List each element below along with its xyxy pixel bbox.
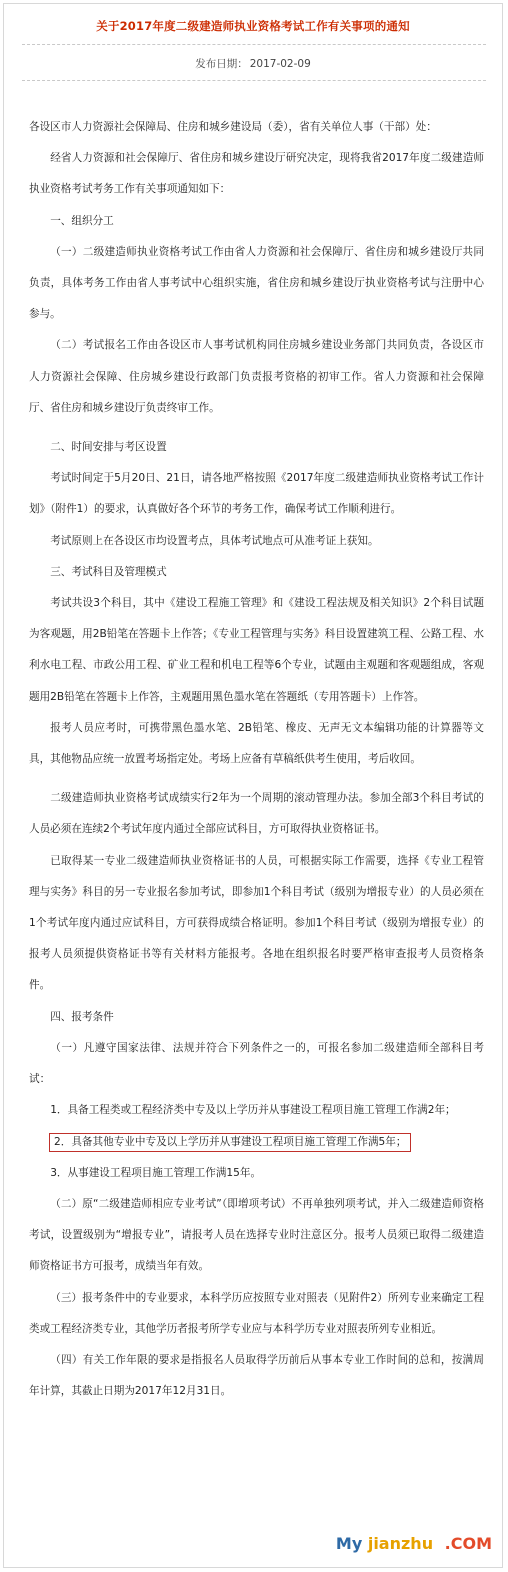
section-heading-1: 一、组织分工 <box>50 214 114 227</box>
condition-item-1: 1．具备工程类或工程经济类中专及以上学历并从事建设工程项目施工管理工作满2年； <box>50 1104 456 1117</box>
condition-item-2-highlight: 2．具备其他专业中专及以上学历并从事建设工程项目施工管理工作满5年； <box>49 1133 411 1152</box>
paragraph-3-3: 二级建造师执业资格考试成绩实行2年为一个周期的滚动管理办法。参加全部3个科目考试的人员必须在连续2个考试年度内通过全部应试科目，方可取得执业资格证书。 <box>29 792 484 836</box>
date-divider <box>22 80 486 81</box>
paragraph-1-2: （二）考试报名工作由各设区市人事考试机构同住房城乡建设业务部门共同负责，各设区市人力资源社会保障、住房城乡建设行政部门负责报考资格的初审工作。省人力资源和社会保障厅、省住房和城乡建设厅负责终审工作。 <box>29 339 484 414</box>
publish-date-label: 发布日期： <box>195 58 248 70</box>
paragraph-4-1: （一）凡遵守国家法律、法规并符合下列条件之一的，可报名参加二级建造师全部科目考试： <box>29 1041 484 1086</box>
paragraph-3-4: 已取得某一专业二级建造师执业资格证书的人员，可根据实际工作需要，选择《专业工程管理与实务》科目的另一专业报名参加考试，即参加1个科目考试（级别为增报专业）的人员必须在1个考试年度内通过应试科目，方可获得成绩合格证明。参加1个科目考试（级别为增报专业）的报考人员须提供资格证书等有关材料方能报考。各地在组织报名时要严格审查报考人员资格条件。 <box>29 854 484 992</box>
paragraph-3-2: 报考人员应考时，可携带黑色墨水笔、2B铅笔、橡皮、无声无文本编辑功能的计算器等文具，其他物品应统一放置考场指定处。考场上应备有草稿纸供考生使用，考后收回。 <box>29 721 484 766</box>
paragraph-4-4: （四）有关工作年限的要求是指报名人员取得学历前后从事本专业工作时间的总和，按满周年计算，其截止日期为2017年12月31日。 <box>29 1353 484 1398</box>
intro-paragraph: 经省人力资源和社会保障厅、省住房和城乡建设厅研究决定，现将我省2017年度二级建造师执业资格考试考务工作有关事项通知如下： <box>29 152 484 196</box>
site-watermark <box>336 1534 492 1553</box>
paragraph-4-3: （三）报考条件中的专业要求，本科学历应按照专业对照表（见附件2）所列专业来确定工程类或工程经济类专业，其他学历者报考所学专业应与本科学历专业对照表所列专业相近。 <box>29 1291 484 1335</box>
watermark-com: .COM <box>444 1534 492 1553</box>
highlighted-line <box>29 1127 484 1158</box>
publish-date-value: 2017-02-09 <box>249 58 311 70</box>
addressee-paragraph: 各设区市人力资源社会保障局、住房和城乡建设局（委），省有关单位人事（干部）处： <box>29 121 437 133</box>
paragraph-2-2: 考试原则上在各设区市均设置考点，具体考试地点可从准考证上获知。 <box>50 534 379 547</box>
watermark-jianzhu: jianzhu <box>367 1534 434 1553</box>
section-heading-4: 四、报考条件 <box>50 1010 114 1023</box>
condition-item-3: 3．从事建设工程项目施工管理工作满15年。 <box>50 1166 262 1179</box>
paragraph-4-2: （二）原“二级建造师相应专业考试”（即增项考试）不再单独列项考试，并入二级建造师资格考试，设置级别为“增报专业”，请报考人员在选择专业时注意区分。报考人员须已取得二级建造师资格证书方可报考，成绩当年有效。 <box>29 1197 484 1273</box>
publish-date <box>4 56 502 71</box>
paragraph-2-1: 考试时间定于5月20日、21日，请各地严格按照《2017年度二级建造师执业资格考试工作计划》（附件1）的要求，认真做好各个环节的考务工作，确保考试工作顺利进行。 <box>29 472 484 516</box>
title-divider <box>22 44 486 45</box>
section-heading-2: 二、时间安排与考区设置 <box>50 441 167 454</box>
page-title: 关于2017年度二级建造师执业资格考试工作有关事项的通知 <box>96 19 410 33</box>
paragraph-1-1: （一）二级建造师执业资格考试工作由省人力资源和社会保障厅、省住房和城乡建设厅共同负责，具体考务工作由省人事考试中心组织实施，省住房和城乡建设厅执业资格考试与注册中心参与。 <box>29 245 484 321</box>
paragraph-3-1: 考试共设3个科目，其中《建设工程施工管理》和《建设工程法规及相关知识》2个科目试题为客观题，用2B铅笔在答题卡上作答；《专业工程管理与实务》科目设置建筑工程、公路工程、水利水电工程、市政公用工程、矿业工程和机电工程等6个专业，试题由主观题和客观题组成，客观题用2B铅笔在答题卡上作答，主观题用黑色墨水笔在答题纸（专用答题卡）上作答。 <box>29 597 484 703</box>
notice-body <box>29 112 484 1407</box>
notice-frame <box>3 3 503 1568</box>
section-heading-3: 三、考试科目及管理模式 <box>50 565 167 578</box>
watermark-my: My <box>335 1534 363 1553</box>
